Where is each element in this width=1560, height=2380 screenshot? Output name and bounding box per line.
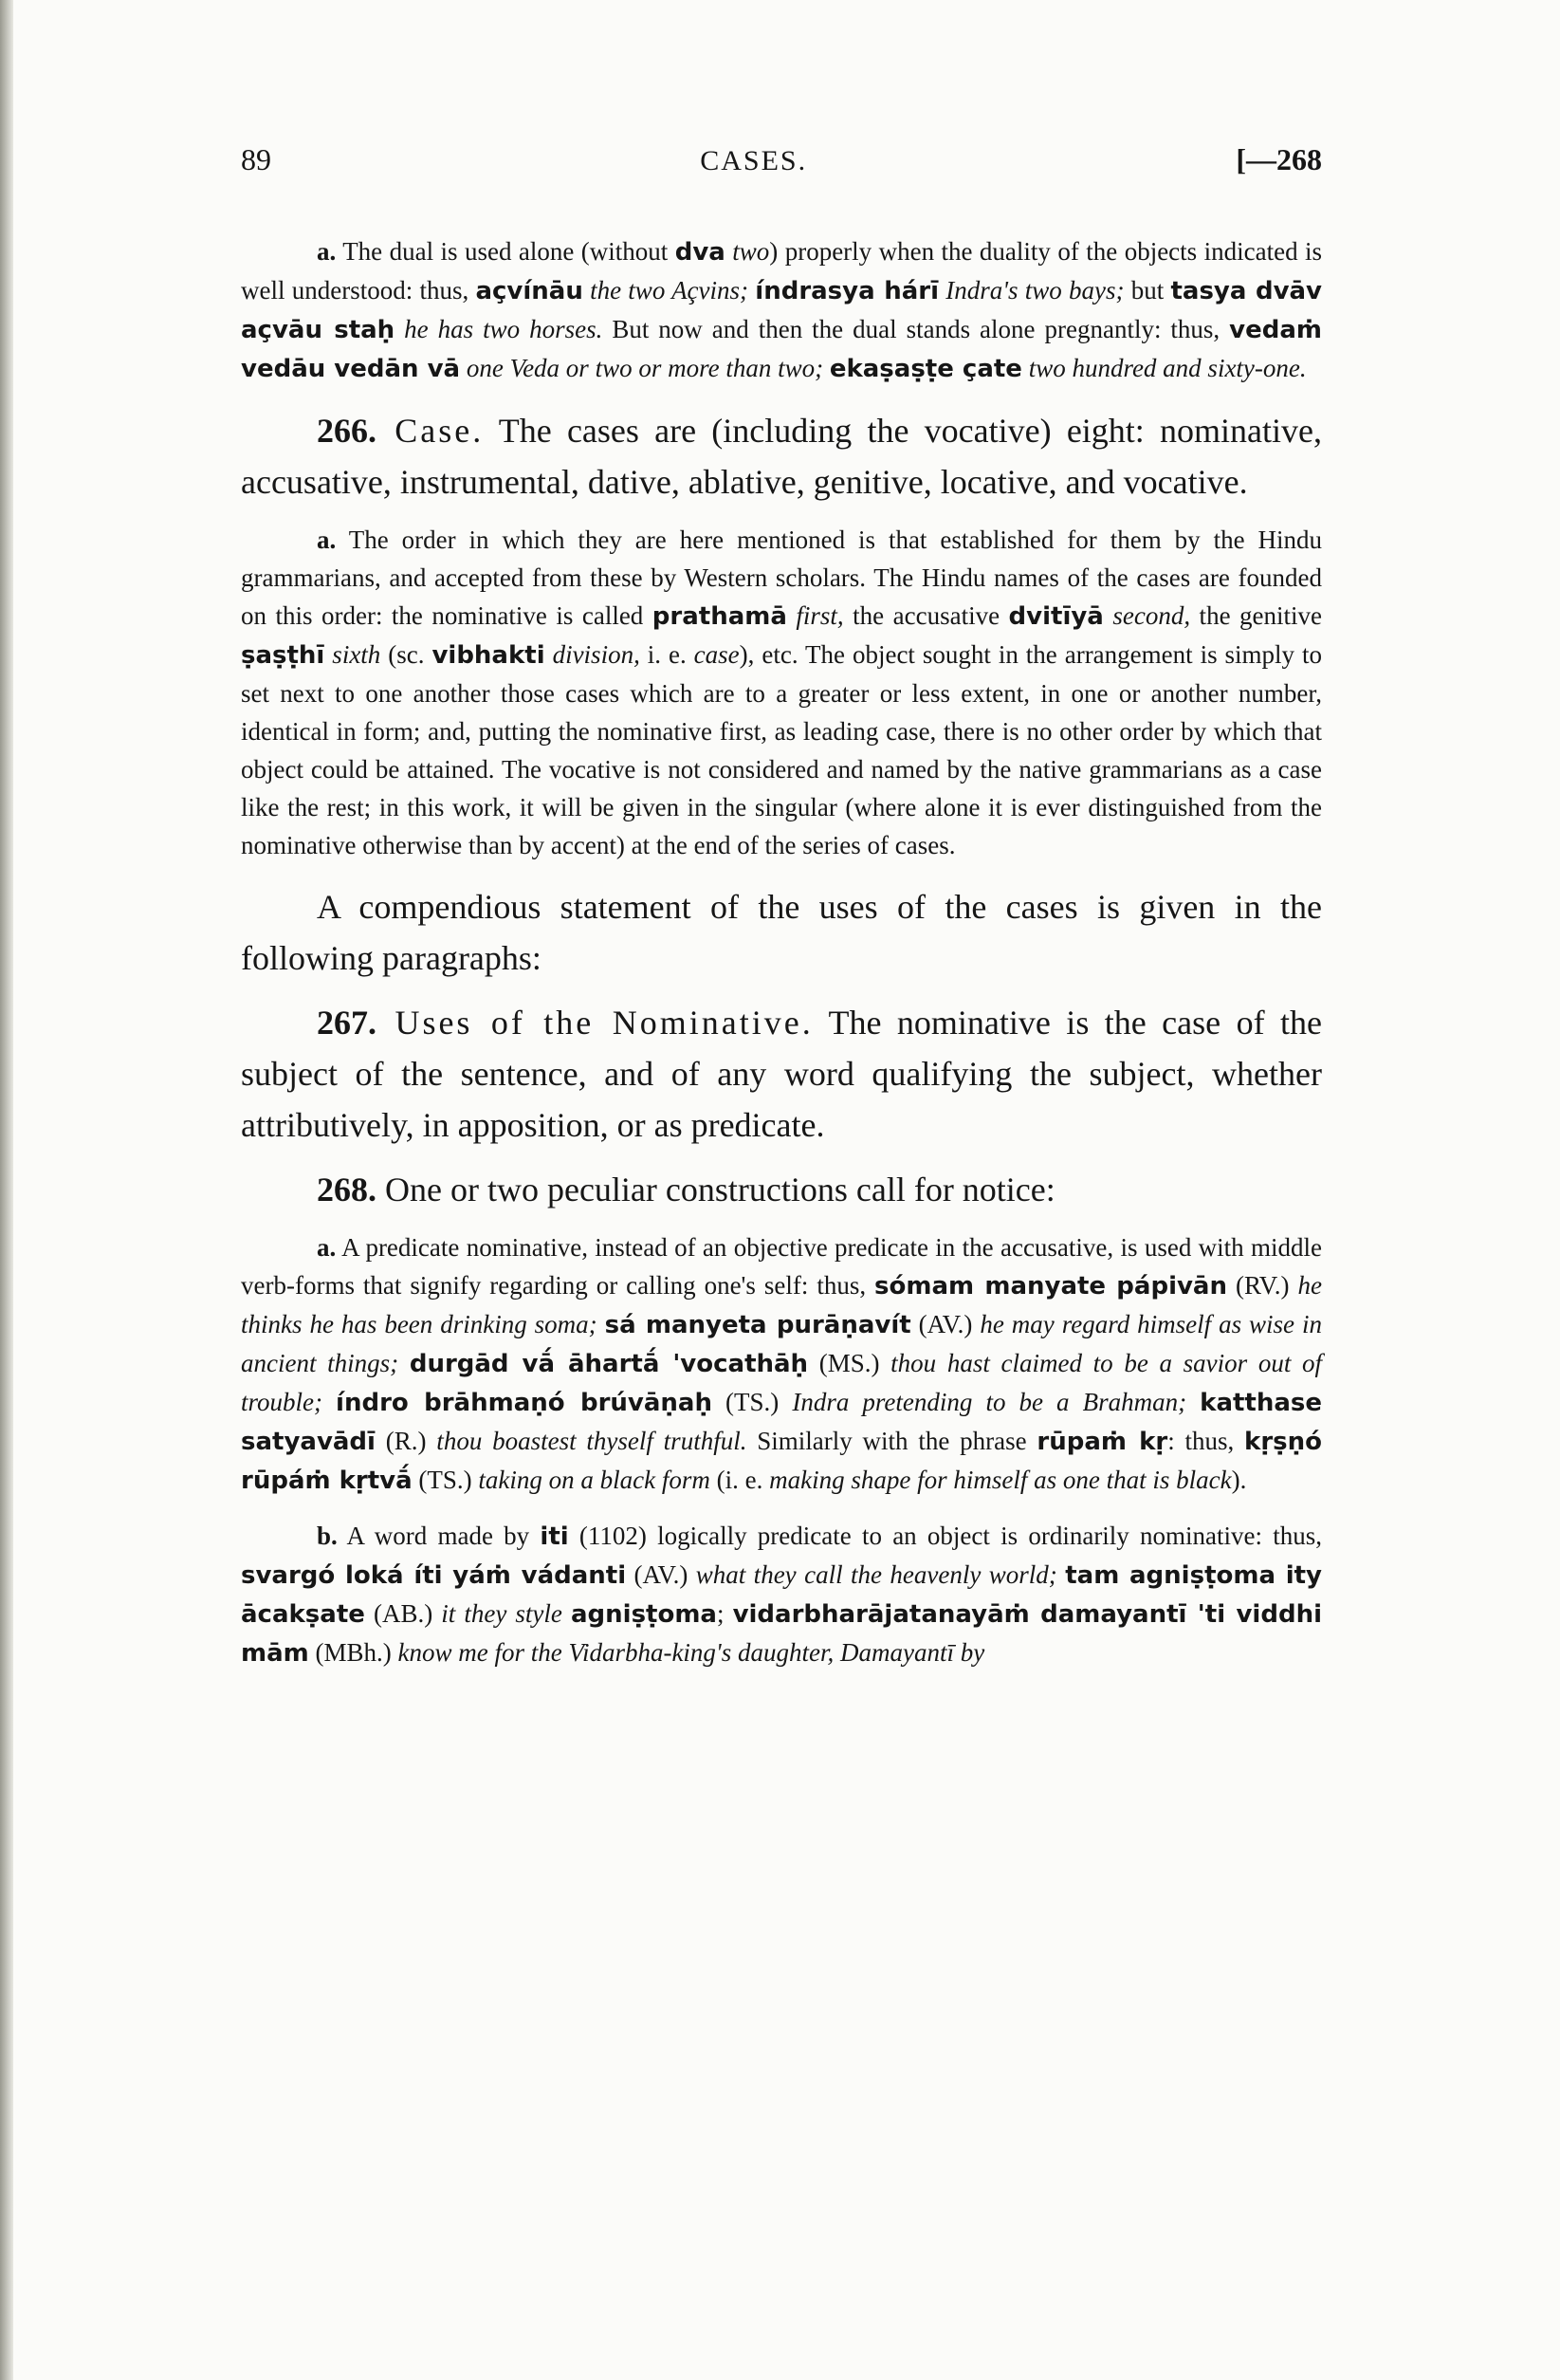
page-number: 89 xyxy=(241,142,271,176)
section-number: 267. xyxy=(317,1004,376,1042)
section-number: 266. xyxy=(317,412,376,450)
section-heading: Case. xyxy=(376,412,485,450)
section-range: [—268 xyxy=(1236,142,1322,176)
section-heading: Uses of the Nominative. xyxy=(376,1004,814,1042)
para-marker: a. xyxy=(317,1233,337,1262)
paragraph-268a: a. A predicate nominative, instead of an objective predicate in the accusative, is used with middle verb-forms that signify regarding or calling one's self: thus, sómam manyate pápivān (RV.) he thinks he has been drinking soma; sá manyeta purāṇavít (AV.) he may regard himself as wise in ancient things; durgād vā́ āhartā́ 'vocathāḥ (MS.) thou hast claimed to be a savior out of trouble; índro brāhmaṇó brúvāṇaḥ (TS.) Indra pretending to be a Brahman; katthase satyavādī (R.) thou boastest thyself truthful. Similarly with the phrase rūpaṁ kṛ: thus, kṛṣṇó rūpáṁ kṛtvā́ (TS.) taking on a black form (i. e. making shape for himself as one that is black). xyxy=(241,1233,1323,1495)
page-edge-shadow xyxy=(0,0,13,2380)
para-marker: b. xyxy=(317,1522,338,1550)
document-page xyxy=(241,142,1322,1689)
paragraph-compendious: A compendious statement of the uses of the cases is given in the following paragraphs: xyxy=(241,888,1322,977)
section-266: 266. Case. The cases are (including the vocative) eight: nominative, accusative, instrumental, dative, ablative, genitive, locative, and vocative. xyxy=(241,412,1322,501)
running-head xyxy=(241,142,1322,177)
paragraph-268b: b. A word made by iti (1102) logically predicate to an object is ordinarily nominative: thus, svargó loká íti yáṁ vádanti (AV.) what they call the heavenly world; tam agniṣṭoma ity ācakṣate (AB.) it they style agniṣṭoma; vidarbharājatanayāṁ damayantī 'ti viddhi mām (MBh.) know me for the Vidarbha-king's daughter, Damayantī by xyxy=(241,1522,1323,1668)
section-267: 267. Uses of the Nominative. The nominative is the case of the subject of the sentence, and of any word qualifying the subject, whether attributively, in apposition, or as predicate. xyxy=(241,1004,1322,1144)
para-marker: a. xyxy=(317,237,337,266)
paragraph-266a: a. The order in which they are here mentioned is that established for them by the Hindu grammarians, and accepted from these by Western scholars. The Hindu names of the cases are founded on this order: the nominative is called prathamā first, the accusative dvitīyā second, the genitive ṣaṣṭhī sixth (sc. vibhakti division, i. e. case), etc. The object sought in the arrangement is simply to set next to one another those cases which are to a greater or less extent, in one or another number, identical in form; and, putting the nominative first, as leading case, there is no other order by which that object could be attained. The vocative is not considered and named by the native grammarians as a case like the rest; in this work, it will be given in the singular (where alone it is ever distinguished from the nominative otherwise than by accent) at the end of the series of cases. xyxy=(241,526,1323,859)
para-marker: a. xyxy=(317,526,337,554)
running-title: CASES. xyxy=(700,145,808,176)
section-number: 268. xyxy=(317,1171,376,1208)
paragraph-dual: a. The dual is used alone (without dva two) properly when the duality of the objects indicated is well understood: thus, açvínāu the two Açvins; índrasya hárī Indra's two bays; but tasya dvāv açvāu staḥ he has two horses. But now and then the dual stands alone pregnantly: thus, vedaṁ vedāu vedān vā one Veda or two or more than two; ekaṣaṣṭe çate two hundred and sixty-one. xyxy=(241,237,1323,383)
section-268: 268. One or two peculiar constructions call for notice: xyxy=(317,1171,1055,1208)
